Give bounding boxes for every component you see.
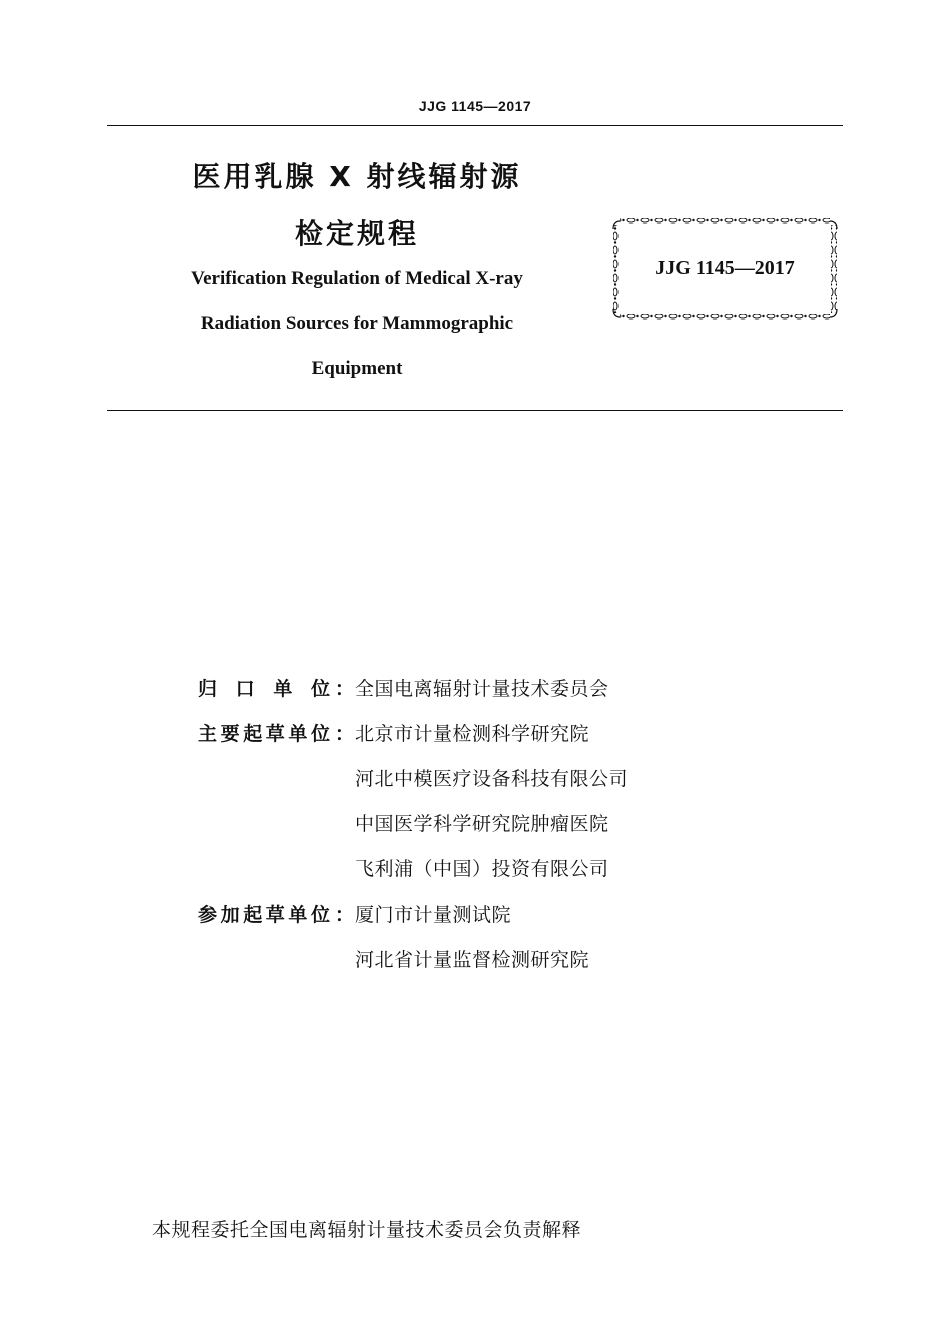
title-chinese-line1: 医用乳腺 X 射线辐射源 [192, 160, 522, 193]
responsible-unit-row [198, 674, 330, 701]
main-drafting-unit-3: 中国医学科学研究院肿瘤医院 [355, 813, 609, 835]
bottom-divider [107, 410, 843, 411]
participating-drafting-unit-2: 河北省计量监督检测研究院 [355, 949, 590, 971]
interpretation-note: 本规程委托全国电离辐射计量技术委员会负责解释 [152, 1219, 582, 1241]
main-drafting-row [198, 719, 330, 746]
main-drafting-unit-2: 河北中模医疗设备科技有限公司 [355, 768, 629, 790]
responsible-unit-label: 归口单位 [198, 678, 330, 700]
standard-code: JJG 1145—2017 [655, 257, 795, 279]
top-divider [107, 125, 843, 126]
main-drafting-unit-4: 飞利浦（中国）投资有限公司 [355, 858, 609, 880]
standard-code-box [612, 217, 838, 321]
header-standard-code: JJG 1145—2017 [418, 98, 532, 114]
title-english-line2: Radiation Sources for Mammographic [200, 313, 514, 334]
colon: ： [335, 723, 355, 745]
title-chinese-line2: 检定规程 [294, 217, 419, 250]
participating-drafting-label: 参加起草单位 [198, 904, 330, 926]
main-drafting-label: 主要起草单位 [198, 723, 330, 745]
colon: ： [335, 678, 355, 700]
responsible-unit-value: 全国电离辐射计量技术委员会 [355, 678, 609, 700]
participating-drafting-row [198, 900, 330, 927]
title-english-line3: Equipment [311, 358, 403, 379]
main-drafting-unit-1: 北京市计量检测科学研究院 [355, 723, 590, 745]
title-english-line1: Verification Regulation of Medical X-ray [191, 268, 523, 289]
colon: ： [335, 904, 355, 926]
participating-drafting-unit-1: 厦门市计量测试院 [355, 904, 512, 926]
